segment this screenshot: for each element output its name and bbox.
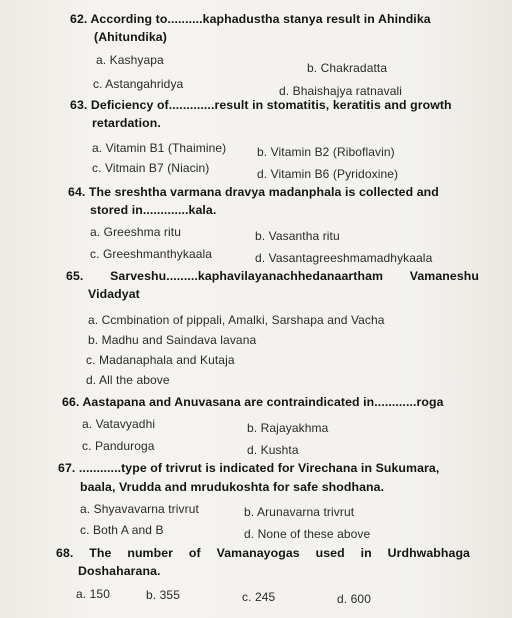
question-67-option-b: b. Arunavarna trivrut	[244, 505, 355, 519]
question-67-stem-line-1: 67. ............type of trivrut is indicated for Virechana in Sukumara,	[58, 461, 440, 475]
question-63-option-b: b. Vitamin B2 (Riboflavin)	[257, 145, 395, 159]
question-64-stem-line-1: 64. The sreshtha varmana dravya madanphala is collected and	[68, 185, 439, 199]
question-67-stem-line-2: baala, Vrudda and mrudukoshta for safe shodhana.	[80, 480, 385, 494]
question-64-option-a: a. Greeshma ritu	[90, 225, 181, 239]
question-65-option-b: b. Madhu and Saindava lavana	[88, 333, 257, 347]
question-66-option-b: b. Rajayakhma	[247, 421, 329, 435]
stem-word: 65.	[66, 269, 84, 283]
question-68-stem-line-2: Doshaharana.	[78, 564, 161, 578]
question-64-stem-line-2: stored in.............kala.	[90, 203, 217, 217]
question-66-option-d: d. Kushta	[247, 443, 299, 457]
question-64-option-d: d. Vasantagreeshmamadhykaala	[255, 251, 433, 265]
stem-word: used	[315, 546, 345, 560]
question-65-option-a: a. Ccmbination of pippali, Amalki, Sarshapa and Vacha	[88, 313, 385, 327]
question-68-option-c: c. 245	[242, 590, 276, 604]
stem-word: The	[89, 546, 112, 560]
stem-word: Sarveshu.........kaphavilayanachhedanaartham	[110, 269, 384, 283]
stem-word: of	[188, 546, 201, 560]
question-67-option-a: a. Shyavavarna trivrut	[80, 502, 199, 516]
question-68-option-b: b. 355	[146, 588, 180, 602]
question-62-option-b: b. Chakradatta	[307, 61, 388, 75]
question-65-stem-line-2: Vidadyat	[88, 287, 140, 301]
question-68-stem-line-1	[56, 546, 470, 560]
question-62-option-d: d. Bhaishajya ratnavali	[279, 84, 403, 98]
question-63-stem-line-2: retardation.	[92, 116, 161, 130]
stem-word: Urdhwabhaga	[387, 546, 470, 560]
question-63-option-a: a. Vitamin B1 (Thaimine)	[92, 141, 227, 155]
question-65-stem-line-1	[66, 269, 479, 283]
question-63-option-d: d. Vitamin B6 (Pyridoxine)	[257, 167, 399, 181]
question-64-option-c: c. Greeshmanthykaala	[90, 247, 213, 261]
question-67-option-d: d. None of these above	[244, 527, 371, 541]
question-62-stem-line-1: 62. According to..........kaphadustha stanya result in Ahindika	[70, 12, 431, 26]
question-65-option-c: c. Madanaphala and Kutaja	[86, 353, 235, 367]
question-64-option-b: b. Vasantha ritu	[255, 229, 340, 243]
question-68-option-a: a. 150	[76, 587, 110, 601]
question-66-option-a: a. Vatavyadhi	[82, 417, 156, 431]
stem-word: Vamanayogas	[216, 546, 300, 560]
stem-word: Vamaneshu	[409, 269, 479, 283]
question-66-stem-line-1: 66. Aastapana and Anuvasana are contraindicated in............roga	[62, 395, 444, 409]
question-63-option-c: c. Vitmain B7 (Niacin)	[92, 161, 210, 175]
stem-word: in	[360, 546, 372, 560]
stem-word: 68.	[56, 546, 74, 560]
question-66-option-c: c. Panduroga	[82, 439, 155, 453]
question-68-option-d: d. 600	[337, 592, 371, 606]
question-63-stem-line-1: 63. Deficiency of.............result in stomatitis, keratitis and growth	[70, 98, 452, 112]
question-62-option-a: a. Kashyapa	[96, 53, 164, 67]
question-65-option-d: d. All the above	[86, 373, 170, 387]
question-67-option-c: c. Both A and B	[80, 523, 164, 537]
question-62-stem-line-2: (Ahitundika)	[94, 30, 167, 44]
question-62-option-c: c. Astangahridya	[93, 77, 184, 91]
stem-word: number	[127, 546, 174, 560]
